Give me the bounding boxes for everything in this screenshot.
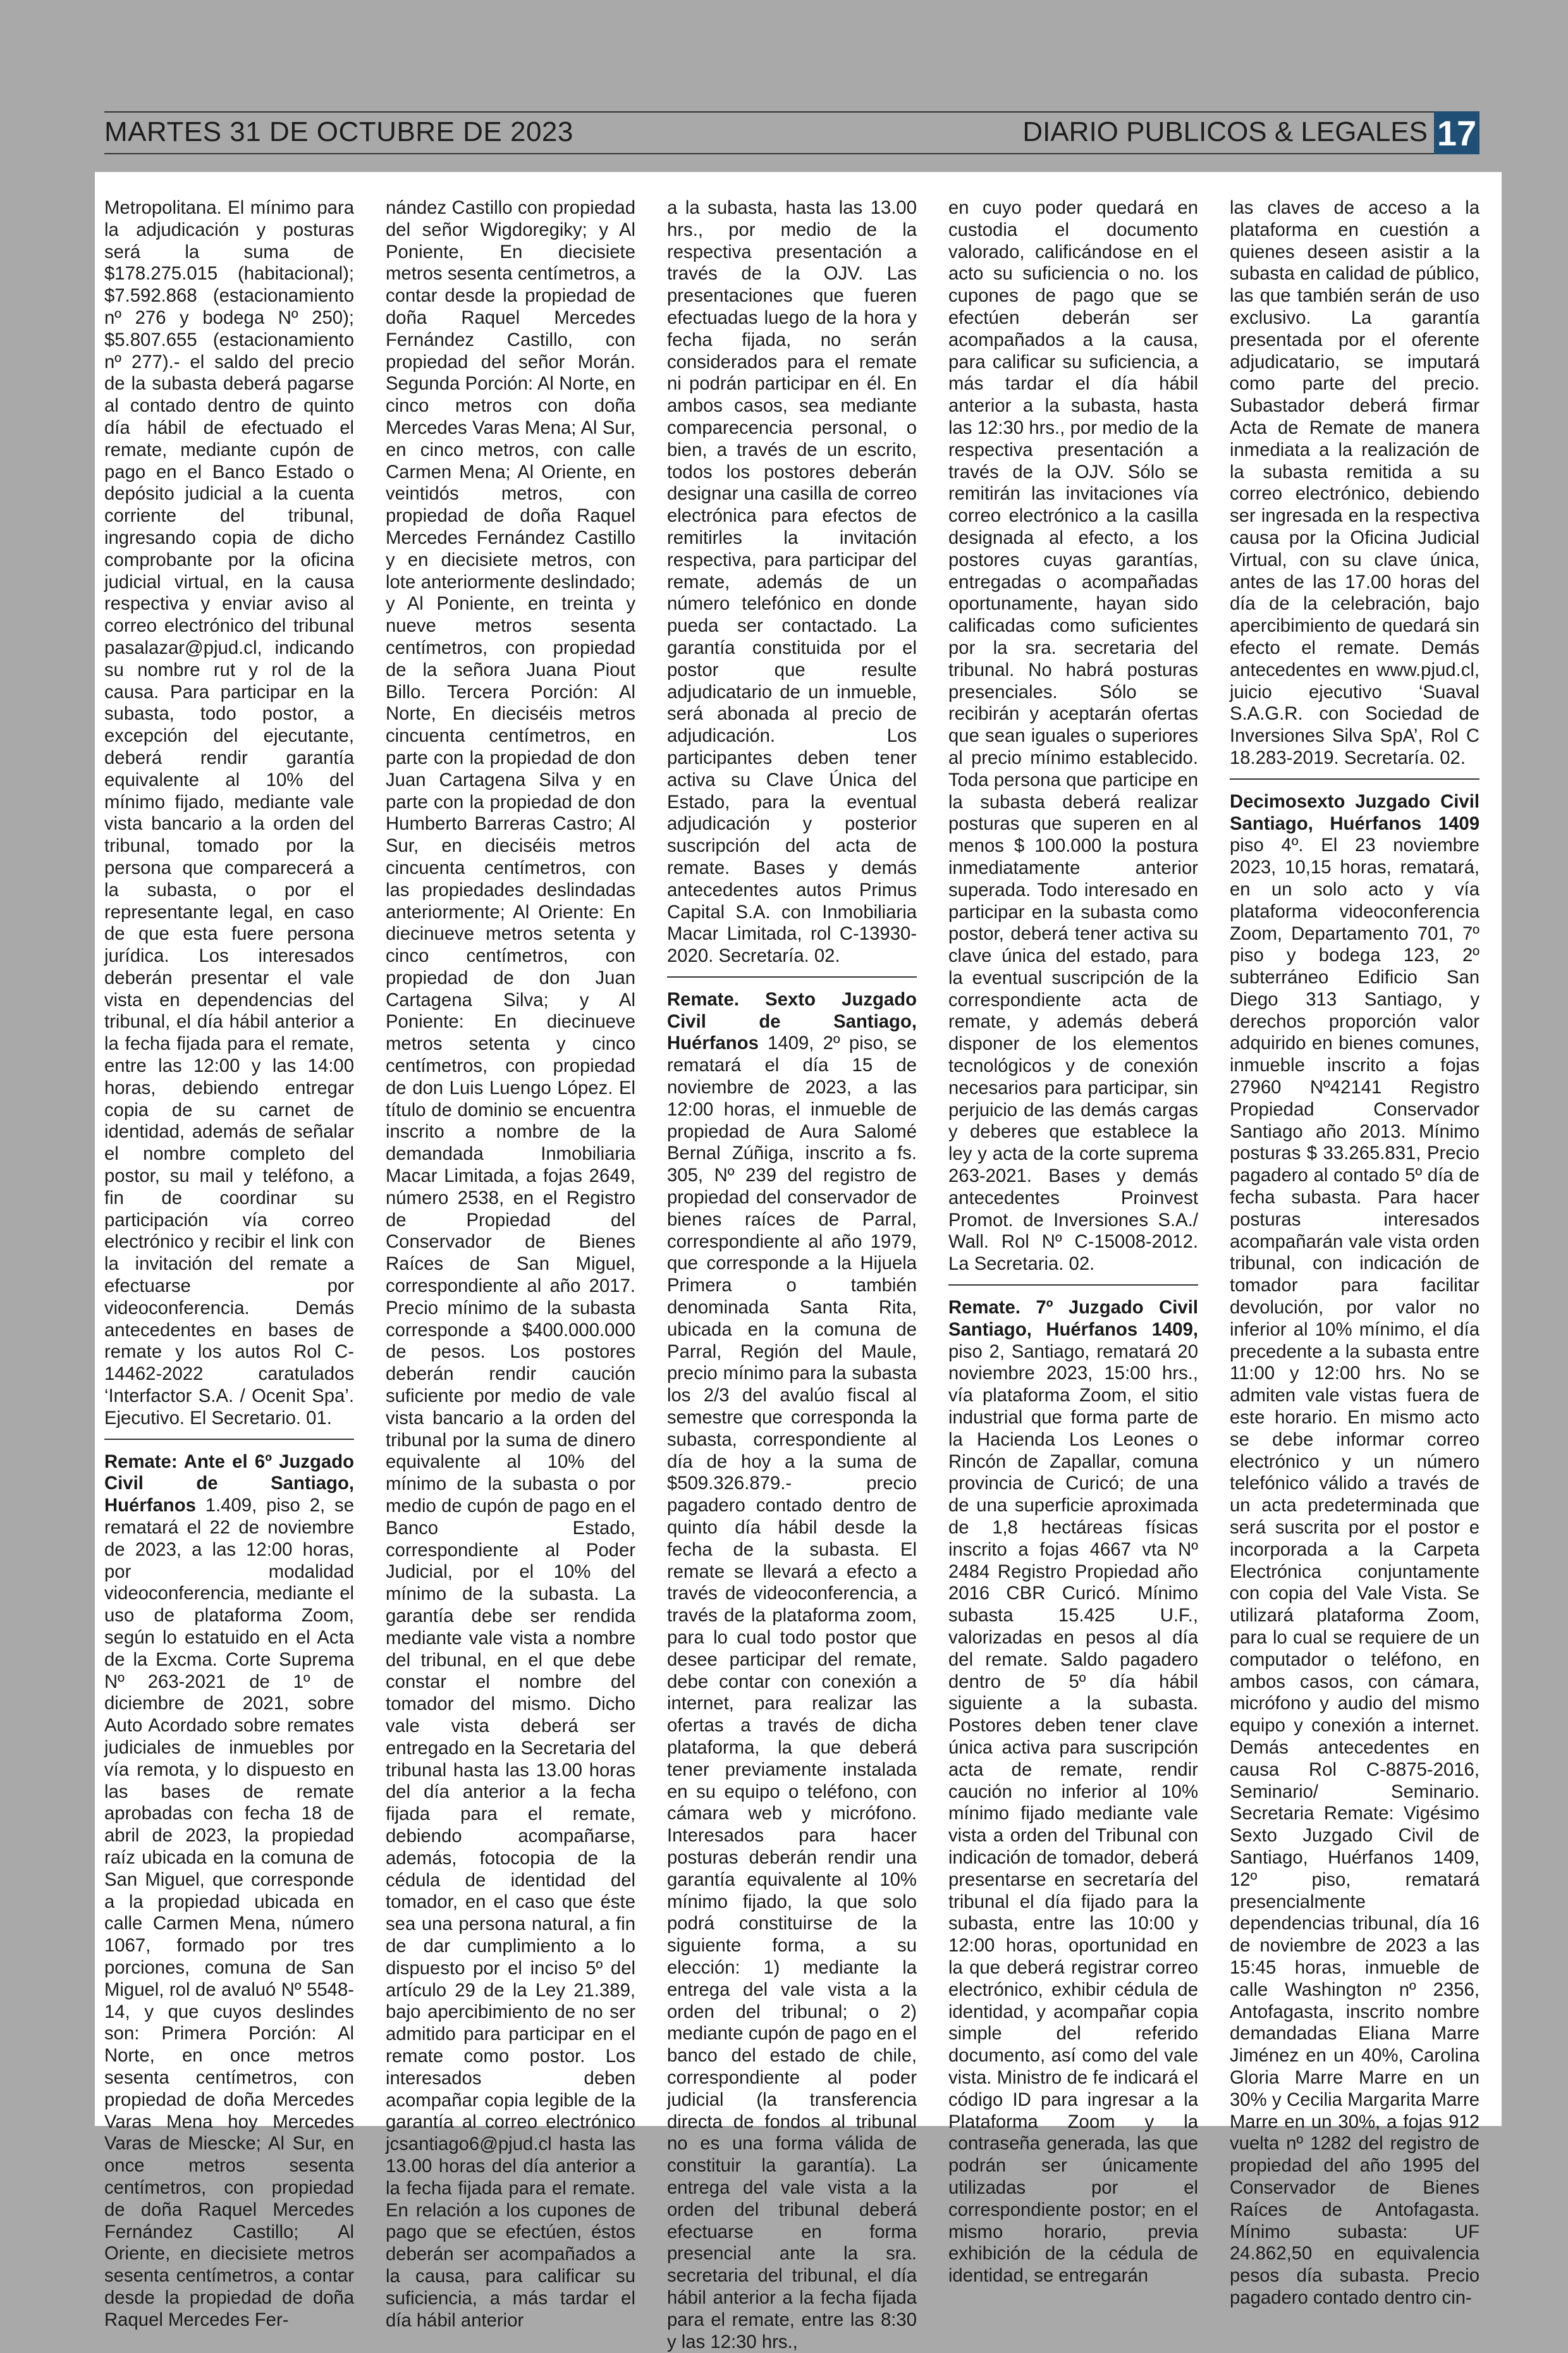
notice-text: a la subasta, hasta las 13.00 hrs., por medio de la respectiva presentación a través de la OJV. Las presentaciones que fueren efectuadas luego de la hora y fecha fijada, no serán considerados para el remate ni podrán participar en él. En ambos casos, sea mediante comparecencia personal, o bien, a través de un escrito, todos los postores deberán designar una casilla de correo electrónica para efectos de remitirles la invitación respectiva, para participar del remate, además de un número telefónico en donde pueda ser contactado. La garantía constituida por el postor que resulte adjudicatario de un inmueble, será abonada al precio de adjudicación. Los participantes deben tener activa su Clave Única del Estado, para la eventual adjudicación y posterior suscripción del acta de remate. Bases y demás antecedentes autos Primus Capital S.A. con Inmobiliaria Macar Limitada, rol C-13930-2020. Secretaría. 02. [667,197,917,967]
notice-text: Metropolitana. El mínimo para la adjudicación y posturas será la suma de $178.275.015 (habitacional); $7.592.868 (estacionamiento nº 276 y bodega Nº 250); $5.807.655 (estacionamiento nº 277).- el saldo del precio de la subasta deberá pagarse al contado dentro de quinto día hábil de efectuado el remate, mediante cupón de pago en el Banco Estado o depósito judicial a la cuenta corriente del tribunal, ingresando copia de dicho comprobante por la oficina judicial virtual, en la causa respectiva y enviar aviso al correo electrónico del tribunal pasalazar@pjud.cl, indicando su nombre rut y rol de la causa. Para participar en la subasta, todo postor, a excepción del ejecutante, deberá rendir garantía equivalente al 10% del mínimo fijado, mediante vale vista bancario a la orden del tribunal, tomado por la persona que comparecerá a la subasta, o por el representante legal, en caso de que esta fuere persona jurídica. Los interesados deberán presentar el vale vista en dependencias del tribunal, el día hábil anterior a la fecha fijada para el remate, entre las 12:00 y las 14:00 horas, debiendo entregar copia de su carnet de identidad, además de señalar el nombre completo del postor, su mail y teléfono, a fin de coordinar su participación vía correo electrónico y recibir el link con la invitación del remate a efectuarse por videoconferencia. Demás antecedentes en bases de remate y los autos Rol C-14462-2022 caratulados ‘Interfactor S.A. / Ocenit Spa’. Ejecutivo. El Secretario. 01. [104,197,354,1428]
column-5 [1230,197,1479,2308]
notice-divider [948,1284,1198,1286]
notice-text: piso 4º. El 23 noviembre 2023, 10,15 horas, rematará, en un solo acto y vía plataforma videoconferencia Zoom, Departamento 701, 7º piso y bodega 123, 2º subterráneo Edificio San Diego 313 Santiago, y derechos proporción valor adquirido en bienes comunes, inmueble inscrito a fojas 27960 Nº42141 Registro Propiedad Conservador Santiago año 2013. Mínimo posturas $ 33.265.831, Precio pagadero al contado 5º día de fecha subasta. Para hacer posturas interesados acompañarán vale vista orden tribunal, con indicación de tomador para facilitar devolución, por valor no inferior al 10% mínimo, el día precedente a la subasta entre 11:00 y 12:00 hrs. No se admiten vale vistas fuera de este horario. En mismo acto se debe informar correo electrónico y un número telefónico válido a través de un acta predeterminada que será suscrita por el postor e incorporada a la Carpeta Electrónica conjuntamente con copia del Vale Vista. Se utilizará plataforma Zoom, para lo cual se requiere de un computador o teléfono, en ambos casos, con cámara, micrófono y audio del mismo equipo y conexión a internet. Demás antecedentes en causa Rol C-8875-2016, Seminario/ Seminario. Secretaria Remate: Vigésimo Sexto Juzgado Civil de Santiago, Huérfanos 1409, 12º piso, rematará presencialmente dependencias tribunal, día 16 de noviembre de 2023 a las 15:45 horas, inmueble de calle Washington nº 2356, Antofagasta, inscrito nombre demandadas Eliana Marre Jiménez en un 40%, Carolina Gloria Marre Marre en un 30% y Cecilia Margarita Marre Marre en un 30%, a fojas 912 vuelta nº 1282 del registro de propiedad del año 1995 del Conservador de Bienes Raíces de Antofagasta. Mínimo subasta: UF 24.862,50 en equivalencia pesos día subasta. Precio pagadero contado dentro cin- [1230,835,1479,2308]
notice-text: las claves de acceso a la plataforma en cuestión a quienes deseen asistir a la subasta en calidad de público, las que también serán de uso exclusivo. La garantía presentada por el oferente adjudicatario, se imputará como parte del precio. Subastador deberá firmar Acta de Remate de manera inmediata a la realización de la subasta remitida a su correo electrónico, debiendo ser ingresada en la respectiva causa por la Oficina Judicial Virtual, con su clave única, antes de las 17.00 horas del día de la celebración, bajo apercibimiento de quedará sin efecto el remate. Demás antecedentes en www.pjud.cl, juicio ejecutivo ‘Suaval S.A.G.R. con Sociedad de Inversiones Silva SpA’, Rol C 18.283-2019. Secretaría. 02. [1230,197,1479,768]
column-4 [948,197,1198,2287]
notice-text: 1409, 2º piso, se rematará el día 15 de noviembre de 2023, a las 12:00 horas, el inmueble de propiedad de Aura Salomé Bernal Zúñiga, inscrito a fs. 305, Nº 239 del registro de propiedad del conservador de bienes raíces de Parral, correspondiente al año 1979, que corresponde a la Hijuela Primera o también denominada Santa Rita, ubicada en la comuna de Parral, Región del Maule, precio mínimo para la subasta los 2/3 del avalúo fiscal al semestre que corresponda la subasta, correspondiente al día de hoy a la suma de $509.326.879.- precio pagadero contado dentro de quinto día hábil desde la fecha de la subasta. El remate se llevará a efecto a través de videoconferencia, a través de la plataforma zoom, para lo cual todo postor que desee participar del remate, debe contar con conexión a internet, para realizar las ofertas a través de dicha plataforma, la que deberá tener previamente instalada en su equipo o teléfono, con cámara web y micrófono. Interesados para hacer posturas deberán rendir una garantía equivalente al 10% mínimo fijado, la que solo podrá constituirse de la siguiente forma, a su elección: 1) mediante la entrega del vale vista a la orden del tribunal; o 2) mediante cupón de pago en el banco del estado de chile, correspondiente al poder judicial (la transferencia directa de fondos al tribunal no es una forma válida de constituir la garantía). La entrega del vale vista a la orden del tribunal deberá efectuarse en forma presencial ante la sra. secretaria del tribunal, el día hábil anterior a la fecha fijada para el remate, entre las 8:30 y las 12:30 hrs., [667,1033,917,2352]
column-3 [667,197,917,2352]
notice-text: piso 2, Santiago, rematará 20 noviembre 2023, 15:00 hrs., vía plataforma Zoom, el sitio industrial que forma parte de la Hacienda Los Leones o Rincón de Zapallar, comuna provincia de Curicó; de una de una superficie aproximada de 1,8 hectáreas físicas inscrito a fojas 4667 vta Nº 2484 Registro Propiedad año 2016 CBR Curicó. Mínimo subasta 15.425 U.F., valorizadas en pesos al día del remate. Saldo pagadero dentro de 5º día hábil siguiente a la subasta. Postores deben tener clave única activa para suscripción acta de remate, rendir caución no inferior al 10% mínimo fijado mediante vale vista a orden del Tribunal con indicación de tomador, deberá presentarse en secretaría del tribunal el día fijado para la subasta, entre las 10:00 y 12:00 horas, oportunidad en la que deberá registrar correo electrónico, exhibir cédula de identidad, y acompañar copia simple del referido documento, así como del vale vista. Ministro de fe indicará el código ID para ingresar a la Plataforma Zoom y la contraseña generada, las que podrán ser únicamente utilizadas por el correspondiente postor; en el mismo horario, previa exhibición de la cédula de identidad, se entregarán [948,1341,1198,2287]
page-body [95,172,1502,2352]
column-1 [104,197,354,2330]
notice [667,989,917,2353]
notice-divider [1230,778,1479,780]
publication-title: DIARIO PUBLICOS & LEGALES [1022,116,1428,147]
notice-heading: Remate. 7º Juzgado Civil Santiago, Huérfanos 1409, [948,1297,1198,1340]
notice-text: nández Castillo con propiedad del señor Wigdoregiky; y Al Poniente, En diecisiete metros sesenta centímetros, a contar desde la propiedad de doña Raquel Mercedes Fernández Castillo, con propiedad del señor Morán. Segunda Porción: Al Norte, en cinco metros con doña Mercedes Varas Mena; Al Sur, en cinco metros, con calle Carmen Mena; Al Oriente, en veintidós metros, con propiedad de doña Raquel Mercedes Fernández Castillo y en diecisiete metros, con lote anteriormente deslindado; y Al Poniente, en treinta y nueve metros sesenta centímetros, con propiedad de la señora Juana Piout Billo. Tercera Porción: Al Norte, En dieciséis metros cincuenta centímetros, en parte con la propiedad de don Juan Cartagena Silva y en parte con la propiedad de don Humberto Barreras Castro; Al Sur, en dieciséis metros cincuenta centímetros, con las propiedades deslindadas anteriormente; Al Oriente: En diecinueve metros setenta y cinco centímetros, con propiedad de don Juan Cartagena Silva; y Al Poniente: En diecinueve metros setenta y cinco centímetros, con propiedad de don Luis Luengo López. El título de dominio se encuentra inscrito a nombre de la demandada Inmobiliaria Macar Limitada, a fojas 2649, número 2538, en el Registro de Propiedad del Conservador de Bienes Raíces de San Miguel, correspondiente al año 2017. Precio mínimo de la subasta corresponde a $400.000.000 de pesos. Los postores deberán rendir caución suficiente por medio de vale vista bancario a la orden del tribunal por la suma de dinero equivalente al 10% del mínimo de la subasta o por medio de cupón de pago en el Banco Estado, correspondiente al Poder Judicial, por el 10% del mínimo de la subasta. La garantía debe ser rendida mediante vale vista a nombre del tribunal, en el que debe constar el nombre del tomador del mismo. Dicho vale vista deberá ser entregado en la Secretaria del tribunal hasta las 13.00 horas del día anterior a la fecha fijada para el remate, debiendo acompañarse, además, fotocopia de la cédula de identidad del tomador, en el caso que éste sea una persona natural, a fin de dar cumplimiento a lo dispuesto por el inciso 5º del artículo 29 de la Ley 21.389, bajo apercibimiento de no ser admitido para participar en el remate como postor. Los interesados deben acompañar copia legible de la garantía al correo electrónico jcsantiago6@pjud.cl hasta las 13.00 horas del día anterior a la fecha fijada para el remate. En relación a los cupones de pago que se efectúen, éstos deberán ser acompañados a la causa, para calificar su suficiencia, a más tardar el día hábil anterior [386,197,635,2331]
notice [1230,791,1479,2309]
page-number-badge: 17 [1434,111,1479,154]
notice-divider [667,976,917,978]
notice-heading: Decimosexto Juzgado Civil Santiago, Huérfanos 1409 [1230,790,1479,834]
issue-date: MARTES 31 DE OCTUBRE DE 2023 [104,116,573,147]
notice-heading: Remate: Ante el 6º Juzgado Civil de Santiago, Huérfanos [104,1451,354,1516]
notice-divider [104,1439,354,1440]
column-2 [386,197,635,2331]
notice-heading: Remate. Sexto Juzgado Civil de Santiago, Huérfanos [667,988,917,1054]
page-header [104,111,1479,154]
notice-text: en cuyo poder quedará en custodia el documento valorado, calificándose en el acto su suficiencia o no. los cupones de pago que se efectúen deberán ser acompañados a la causa, para calificar su suficiencia, a más tardar el día hábil anterior a la subasta, hasta las 12:30 hrs., por medio de la respectiva presentación a través de la OJV. Sólo se remitirán las invitaciones vía correo electrónico a la casilla designada al efecto, a los postores cuyas garantías, entregadas o acompañadas oportunamente, hayan sido calificadas como suficientes por la sra. secretaria del tribunal. No habrá posturas presenciales. Sólo se recibirán y aceptarán ofertas que sean iguales o superiores al precio mínimo establecido. Toda persona que participe en la subasta deberá realizar posturas que superen en al menos $ 100.000 la postura inmediatamente anterior superada. Todo interesado en participar en la subasta como postor, deberá tener activa su clave única del estado, para la eventual suscripción de la correspondiente acta de remate, y además deberá disponer de los elementos tecnológicos y de conexión necesarios para participar, sin perjuicio de las demás cargas y deberes que establece la ley y acta de la corte suprema 263-2021. Bases y demás antecedentes Proinvest Promot. de Inversiones S.A./ Wall. Rol Nº C-15008-2012. La Secretaria. 02. [948,197,1198,1275]
notice [104,1451,354,2331]
notice [948,1297,1198,2287]
notice-text: 1.409, piso 2, se rematará el 22 de noviembre de 2023, a las 12:00 horas, por modalidad videoconferencia, mediante el uso de plataforma Zoom, según lo estatuido en el Acta de la Excma. Corte Suprema Nº 263-2021 de 1º de diciembre de 2021, sobre Auto Acordado sobre remates judiciales de inmuebles por vía remota, y lo dispuesto en las bases de remate aprobadas con fecha 18 de abril de 2023, la propiedad raíz ubicada en la comuna de San Miguel, que corresponde a la propiedad ubicada en calle Carmen Mena, número 1067, formado por tres porciones, comuna de San Miguel, rol de avaluó Nº 5548-14, y que cuyos deslindes son: Primera Porción: Al Norte, en once metros sesenta centímetros, con propiedad de doña Mercedes Varas Mena hoy Mercedes Varas de Miescke; Al Sur, en once metros sesenta centímetros, con propiedad de doña Raquel Mercedes Fernández Castillo; Al Oriente, en diecisiete metros sesenta centímetros, a contar desde la propiedad de doña Raquel Mercedes Fer- [104,1495,354,2330]
